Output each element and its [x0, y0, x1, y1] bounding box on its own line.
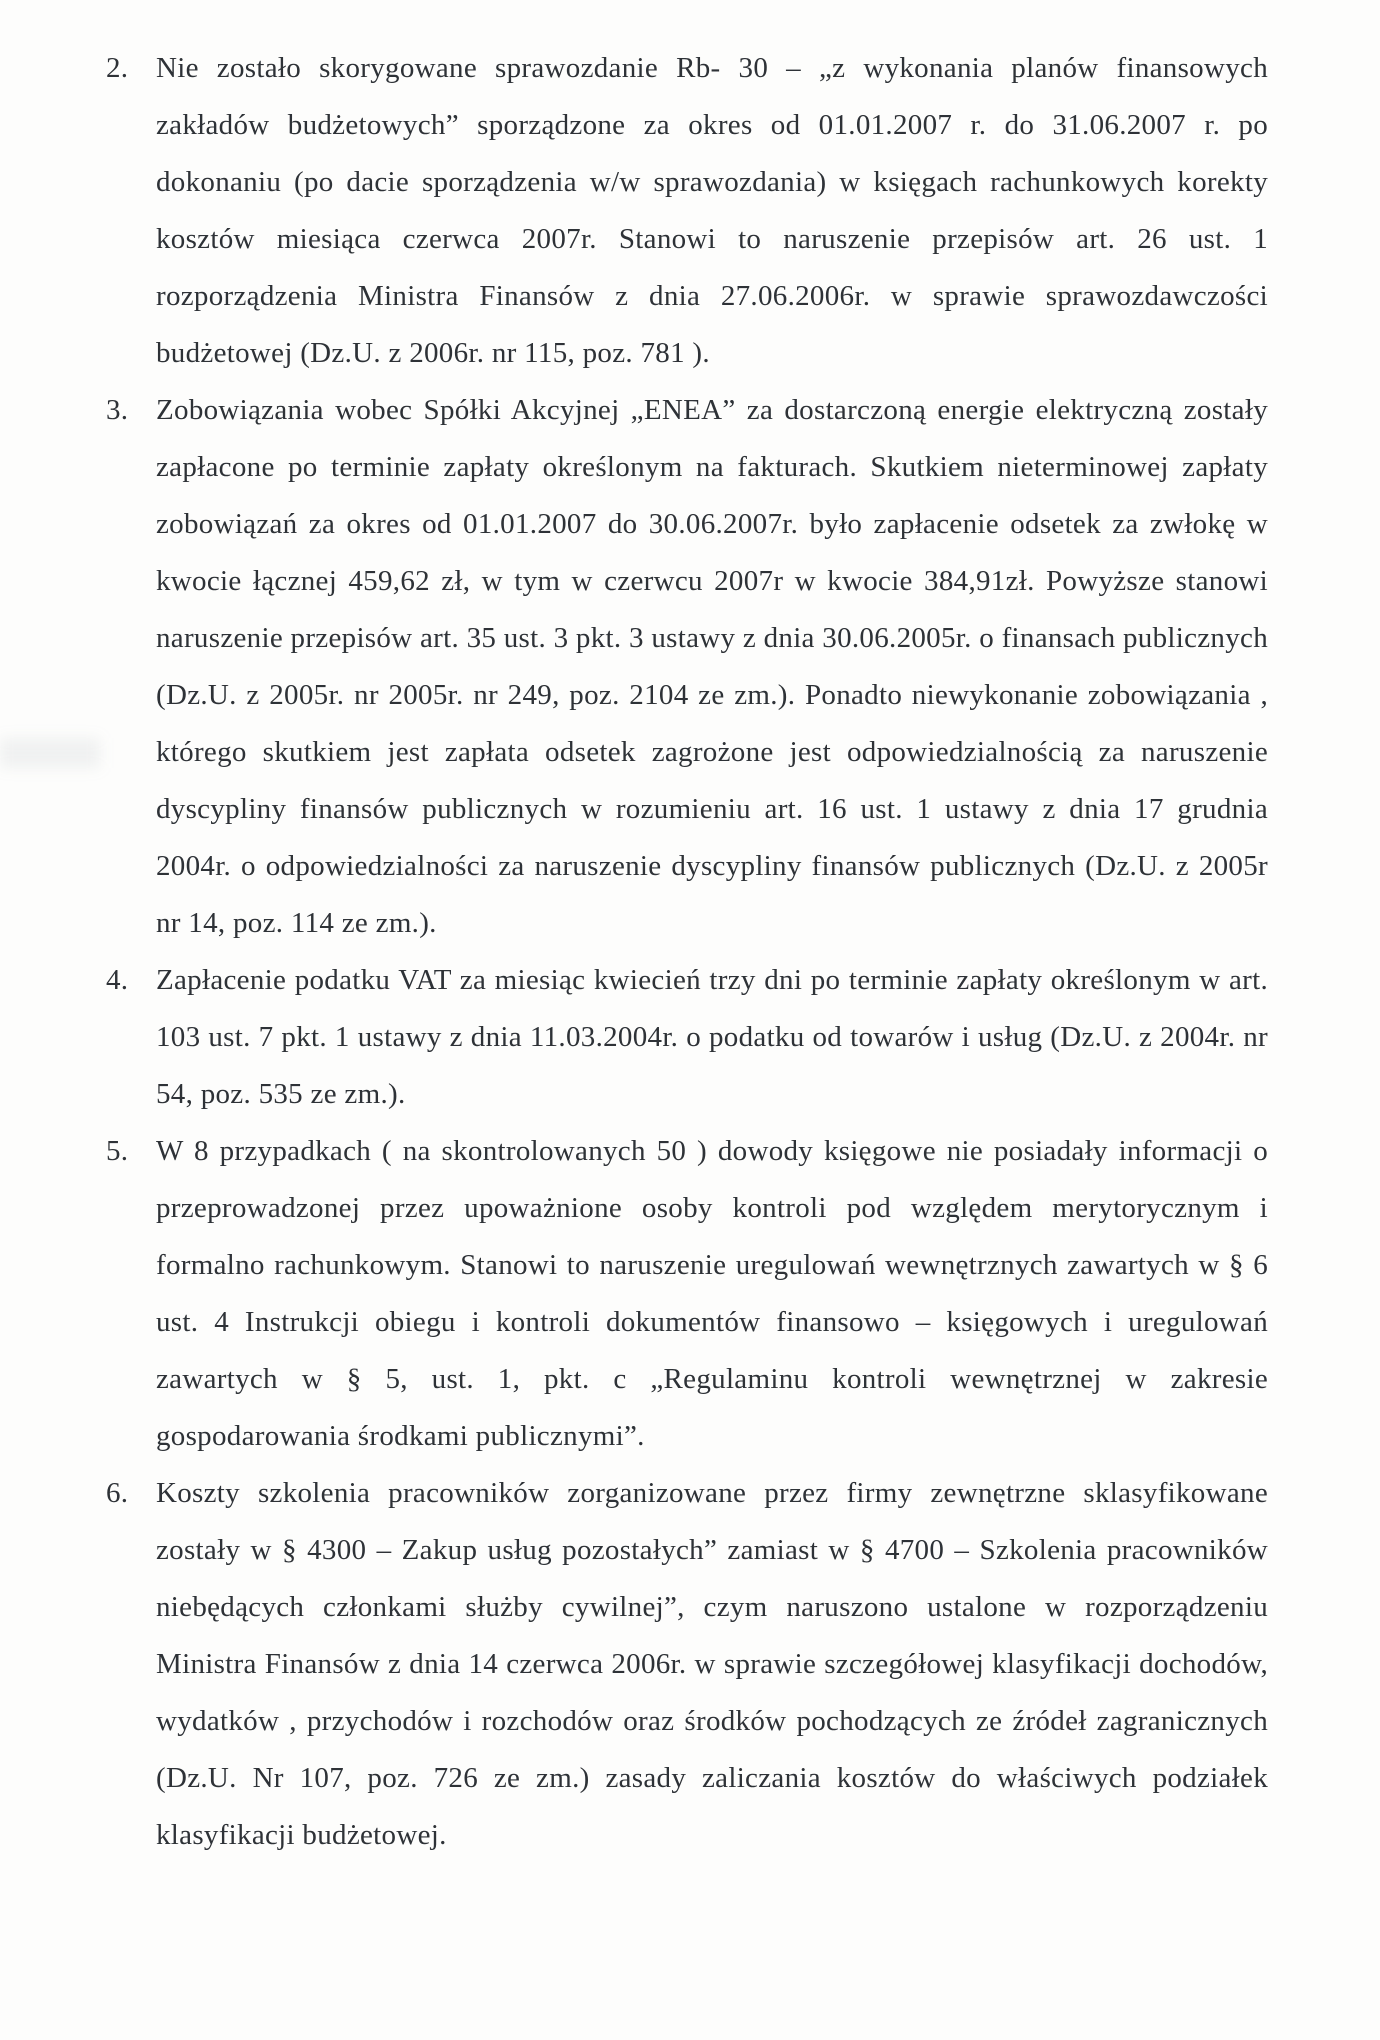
list-item — [106, 40, 1268, 382]
list-item — [106, 1465, 1268, 1864]
item-text: Koszty szkolenia pracowników zorganizowane przez firmy zewnętrzne sklasyfikowane zostały w § 4300 – Zakup usług pozostałych” zamiast w § 4700 – Szkolenia pracowników niebędących członkami służby cywilnej”, czym naruszono ustalone w rozporządzeniu Ministra Finansów z dnia 14 czerwca 2006r. w sprawie szczegółowej klasyfikacji dochodów, wydatków , przychodów i rozchodów oraz środków pochodzących ze źródeł zagranicznych (Dz.U. Nr 107, poz. 726 ze zm.) zasady zaliczania kosztów do właściwych podziałek klasyfikacji budżetowej. — [156, 1477, 1268, 1851]
scan-smudge-artifact — [0, 738, 100, 768]
item-number: 5. — [106, 1135, 129, 1167]
list-item — [106, 952, 1268, 1123]
item-number: 6. — [106, 1477, 129, 1509]
list-item — [106, 382, 1268, 952]
item-text: Zapłacenie podatku VAT za miesiąc kwiecień trzy dni po terminie zapłaty określonym w art. 103 ust. 7 pkt. 1 ustawy z dnia 11.03.2004r. o podatku od towarów i usług (Dz.U. z 2004r. nr 54, poz. 535 ze zm.). — [156, 964, 1268, 1110]
list-item — [106, 1123, 1268, 1465]
item-text: Nie zostało skorygowane sprawozdanie Rb- 30 – „z wykonania planów finansowych zakładów budżetowych” sporządzone za okres od 01.01.2007 r. do 31.06.2007 r. po dokonaniu (po dacie sporządzenia w/w sprawozdania) w księgach rachunkowych korekty kosztów miesiąca czerwca 2007r. Stanowi to naruszenie przepisów art. 26 ust. 1 rozporządzenia Ministra Finansów z dnia 27.06.2006r. w sprawie sprawozdawczości budżetowej (Dz.U. z 2006r. nr 115, poz. 781 ). — [156, 52, 1268, 369]
item-text: W 8 przypadkach ( na skontrolowanych 50 ) dowody księgowe nie posiadały informacji o przeprowadzonej przez upoważnione osoby kontroli pod względem merytorycznym i formalno rachunkowym. Stanowi to naruszenie uregulowań wewnętrznych zawartych w § 6 ust. 4 Instrukcji obiegu i kontroli dokumentów finansowo – księgowych i uregulowań zawartych w § 5, ust. 1, pkt. c „Regulaminu kontroli wewnętrznej w zakresie gospodarowania środkami publicznymi”. — [156, 1135, 1268, 1452]
item-number: 2. — [106, 52, 129, 84]
item-number: 3. — [106, 394, 129, 426]
item-text: Zobowiązania wobec Spółki Akcyjnej „ENEA” za dostarczoną energie elektryczną zostały zapłacone po terminie zapłaty określonym na fakturach. Skutkiem nieterminowej zapłaty zobowiązań za okres od 01.01.2007 do 30.06.2007r. było zapłacenie odsetek za zwłokę w kwocie łącznej 459,62 zł, w tym w czerwcu 2007r w kwocie 384,91zł. Powyższe stanowi naruszenie przepisów art. 35 ust. 3 pkt. 3 ustawy z dnia 30.06.2005r. o finansach publicznych (Dz.U. z 2005r. nr 2005r. nr 249, poz. 2104 ze zm.). Ponadto niewykonanie zobowiązania , którego skutkiem jest zapłata odsetek zagrożone jest odpowiedzialnością za naruszenie dyscypliny finansów publicznych w rozumieniu art. 16 ust. 1 ustawy z dnia 17 grudnia 2004r. o odpowiedzialności za naruszenie dyscypliny finansów publicznych (Dz.U. z 2005r nr 14, poz. 114 ze zm.). — [156, 394, 1268, 939]
item-number: 4. — [106, 964, 129, 996]
